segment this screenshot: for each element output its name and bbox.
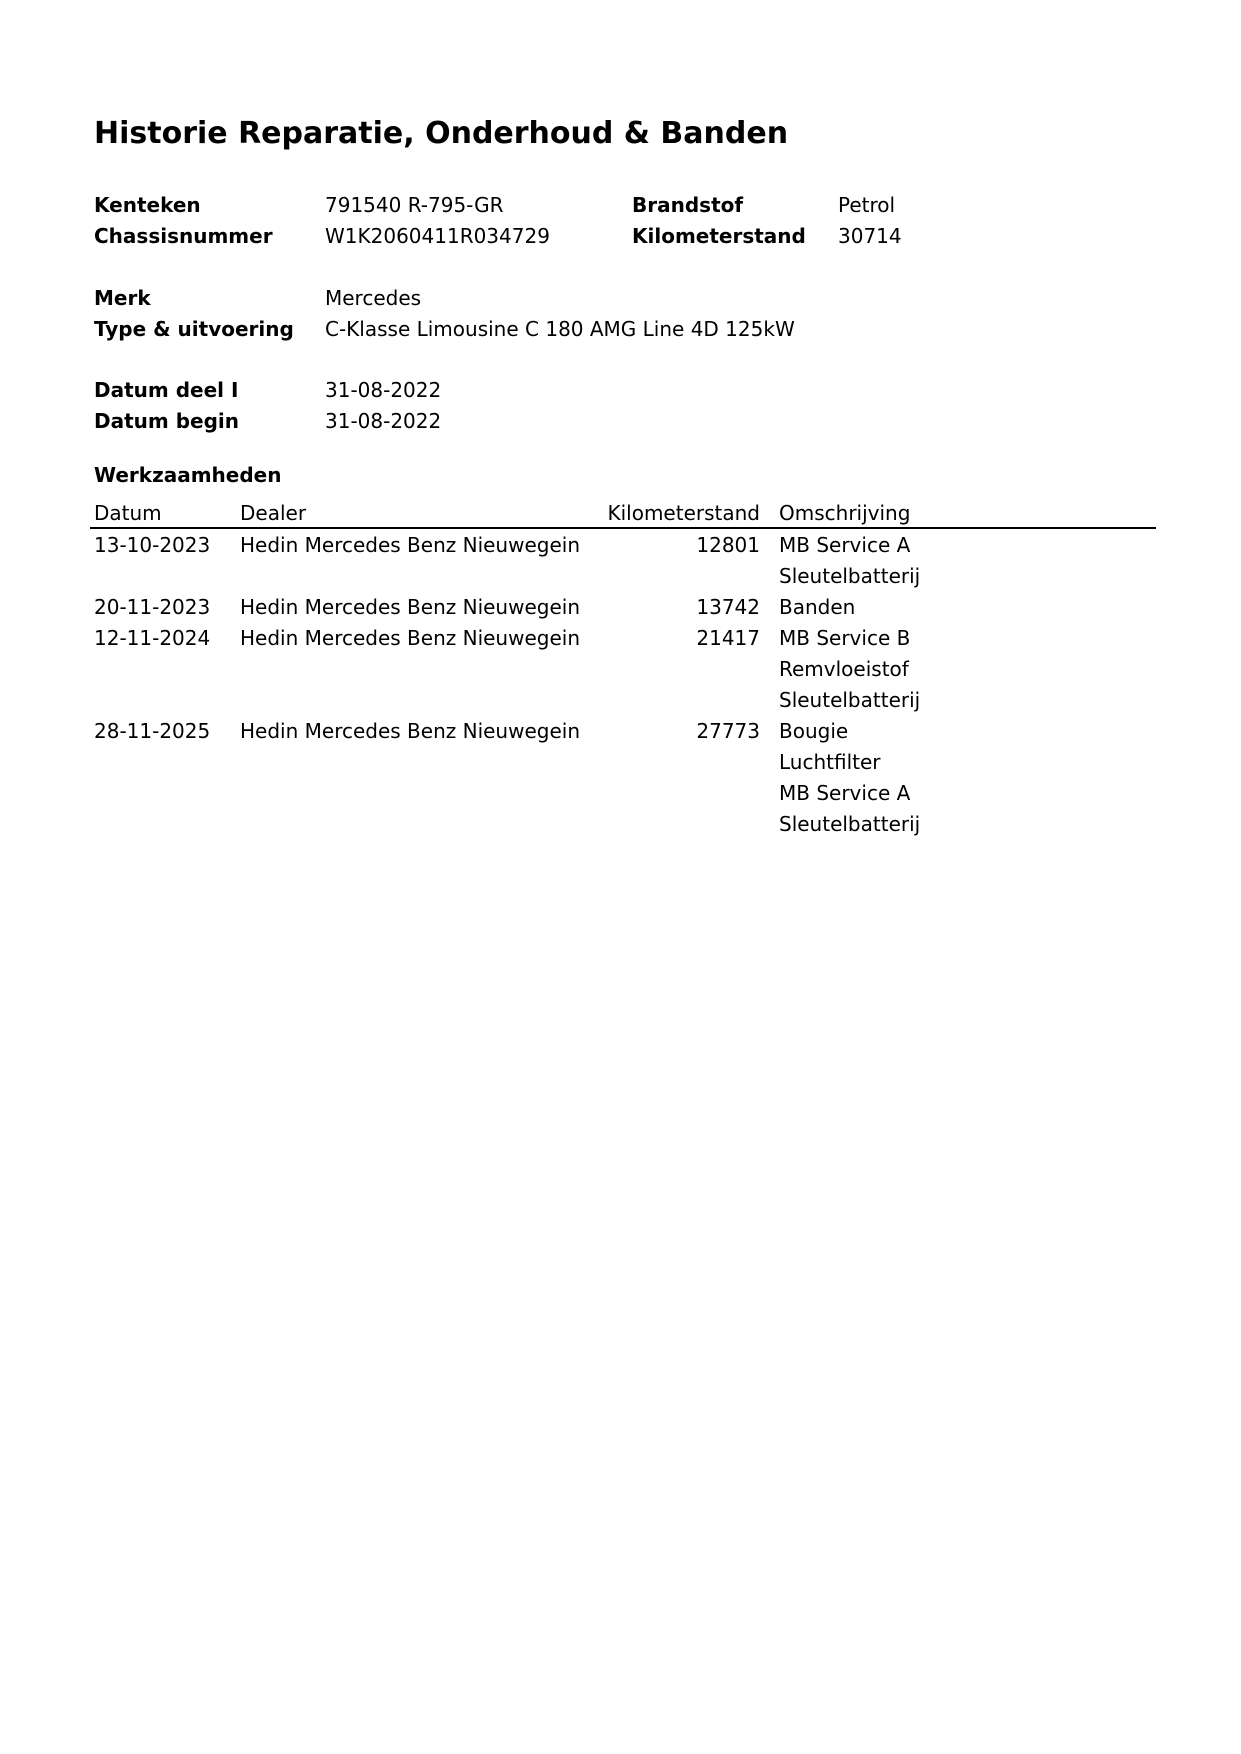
type-uitvoering-value: C-Klasse Limousine C 180 AMG Line 4D 125kW bbox=[325, 317, 795, 341]
chassisnummer-value: W1K2060411R034729 bbox=[325, 224, 550, 248]
row-2-omschrijving-1: Banden bbox=[779, 595, 856, 619]
type-uitvoering-label: Type & uitvoering bbox=[94, 317, 294, 341]
werkzaamheden-heading: Werkzaamheden bbox=[94, 463, 282, 487]
merk-label: Merk bbox=[94, 286, 151, 310]
row-4-omschrijving-4: Sleutelbatterij bbox=[779, 812, 921, 836]
kilometerstand-label: Kilometerstand bbox=[632, 224, 806, 248]
row-2-datum: 20-11-2023 bbox=[94, 595, 211, 619]
datum-deel-value: 31-08-2022 bbox=[325, 378, 442, 402]
row-3-omschrijving-1: MB Service B bbox=[779, 626, 911, 650]
column-header-datum: Datum bbox=[94, 501, 162, 525]
row-4-datum: 28-11-2025 bbox=[94, 719, 211, 743]
row-3-datum: 12-11-2024 bbox=[94, 626, 211, 650]
row-1-kilometerstand: 12801 bbox=[696, 533, 760, 557]
datum-begin-label: Datum begin bbox=[94, 409, 239, 433]
row-4-omschrijving-3: MB Service A bbox=[779, 781, 911, 805]
row-1-omschrijving-2: Sleutelbatterij bbox=[779, 564, 921, 588]
row-3-dealer: Hedin Mercedes Benz Nieuwegein bbox=[240, 626, 580, 650]
row-4-dealer: Hedin Mercedes Benz Nieuwegein bbox=[240, 719, 580, 743]
merk-value: Mercedes bbox=[325, 286, 422, 310]
row-2-dealer: Hedin Mercedes Benz Nieuwegein bbox=[240, 595, 580, 619]
brandstof-value: Petrol bbox=[838, 193, 896, 217]
column-header-kilometerstand: Kilometerstand bbox=[607, 501, 760, 525]
row-1-dealer: Hedin Mercedes Benz Nieuwegein bbox=[240, 533, 580, 557]
kilometerstand-value: 30714 bbox=[838, 224, 902, 248]
datum-begin-value: 31-08-2022 bbox=[325, 409, 442, 433]
page-title: Historie Reparatie, Onderhoud & Banden bbox=[94, 116, 789, 151]
datum-deel-label: Datum deel I bbox=[94, 378, 239, 402]
column-header-dealer: Dealer bbox=[240, 501, 307, 525]
column-header-omschrijving: Omschrijving bbox=[779, 501, 911, 525]
table-header-divider bbox=[90, 527, 1156, 529]
kenteken-label: Kenteken bbox=[94, 193, 201, 217]
row-3-kilometerstand: 21417 bbox=[696, 626, 760, 650]
row-3-omschrijving-2: Remvloeistof bbox=[779, 657, 909, 681]
row-1-datum: 13-10-2023 bbox=[94, 533, 211, 557]
row-2-kilometerstand: 13742 bbox=[696, 595, 760, 619]
kenteken-value: 791540 R-795-GR bbox=[325, 193, 504, 217]
row-3-omschrijving-3: Sleutelbatterij bbox=[779, 688, 921, 712]
chassisnummer-label: Chassisnummer bbox=[94, 224, 273, 248]
row-4-omschrijving-1: Bougie bbox=[779, 719, 849, 743]
brandstof-label: Brandstof bbox=[632, 193, 744, 217]
row-4-kilometerstand: 27773 bbox=[696, 719, 760, 743]
row-1-omschrijving-1: MB Service A bbox=[779, 533, 911, 557]
row-4-omschrijving-2: Luchtfilter bbox=[779, 750, 881, 774]
